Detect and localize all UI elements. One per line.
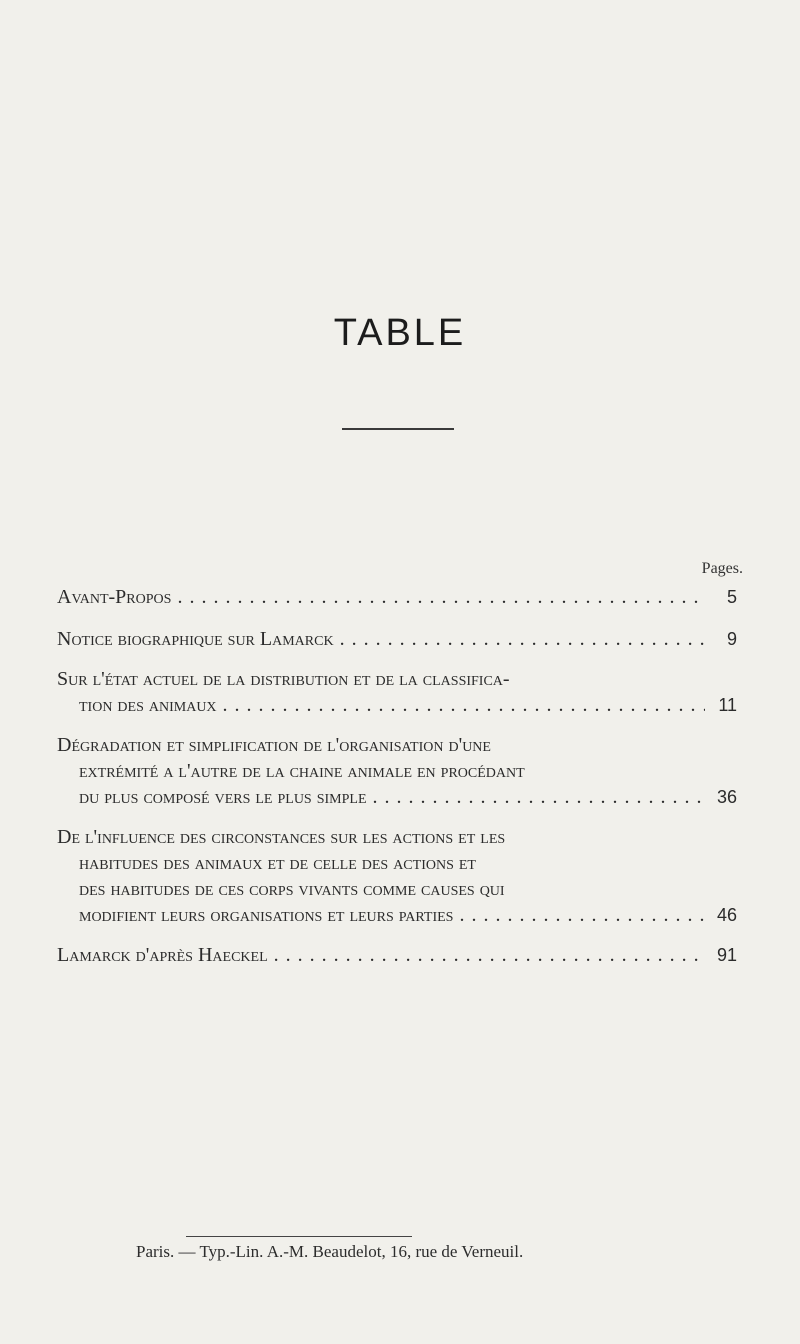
toc-entry-text: modifient leurs organisations et leurs parties [79, 904, 454, 926]
toc-entry-text: Avant-Propos [57, 586, 172, 608]
toc-entry-text: Lamarck d'après Haeckel [57, 944, 268, 966]
toc-entry-text: des habitudes de ces corps vivants comme causes qui [79, 878, 505, 900]
toc-entry-text: Dégradation et simplification de l'organisation d'une [57, 734, 491, 756]
toc-page-number: 36 [716, 787, 737, 807]
toc-entry[interactable] [57, 732, 737, 810]
toc-entry[interactable] [57, 942, 737, 968]
toc-entry-text: tion des animaux [79, 694, 217, 716]
title-divider [342, 428, 454, 430]
page-title: TABLE [333, 312, 467, 354]
toc-entry-text: De l'influence des circonstances sur les actions et les [57, 826, 506, 848]
toc-entry-text: extrémité a l'autre de la chaine animale en procédant [79, 760, 525, 782]
toc-page-number: 5 [726, 587, 737, 607]
table-of-contents [57, 584, 737, 968]
toc-entry[interactable] [57, 666, 737, 718]
leader-dots [223, 692, 705, 718]
toc-entry-text: Notice biographique sur Lamarck [57, 628, 334, 650]
toc-entry[interactable] [57, 584, 737, 610]
toc-entry-text: Sur l'état actuel de la distribution et de la classifica- [57, 668, 510, 690]
toc-entry[interactable] [57, 626, 737, 652]
printer-imprint: Paris. — Typ.-Lin. A.-M. Beaudelot, 16, rue de Verneuil. [136, 1242, 524, 1261]
toc-page-number: 91 [716, 945, 737, 965]
leader-dots [177, 584, 705, 610]
leader-dots [340, 626, 705, 652]
toc-page-number: 11 [718, 695, 737, 715]
pages-column-label: Pages. [701, 560, 743, 577]
toc-entry-text: du plus composé vers le plus simple [79, 786, 367, 808]
leader-dots [274, 942, 705, 968]
toc-page-number: 46 [716, 905, 737, 925]
toc-entry-text: habitudes des animaux et de celle des actions et [79, 852, 476, 874]
leader-dots [373, 784, 706, 810]
leader-dots [459, 902, 705, 928]
footer-divider [186, 1236, 412, 1237]
toc-entry[interactable] [57, 824, 737, 928]
toc-page-number: 9 [726, 629, 737, 649]
